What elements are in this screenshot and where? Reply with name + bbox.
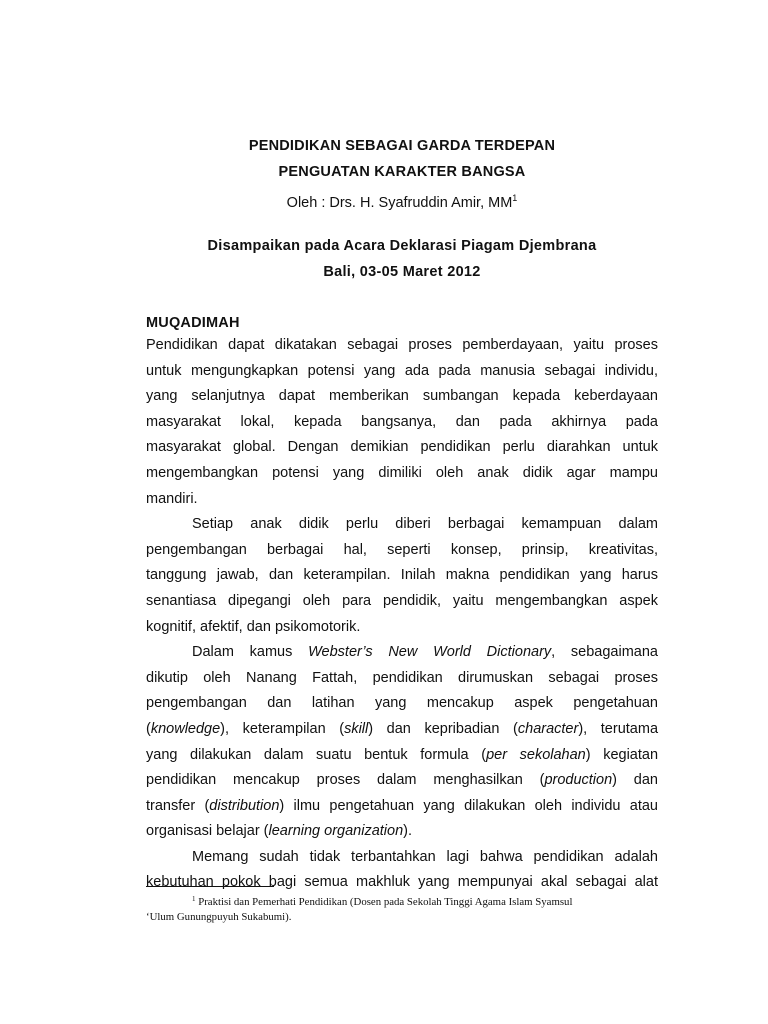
text-run: ) kegiatan bbox=[585, 746, 659, 763]
text-run: ) ilmu pengetahuan yang dilakukan oleh individu atau bbox=[279, 797, 658, 814]
italic-term: knowledge bbox=[150, 720, 221, 737]
title-line-1: PENDIDIKAN SEBAGAI GARDA TERDEPAN bbox=[248, 138, 556, 154]
paragraph-line: kognitif, afektif, dan psikomotorik. bbox=[146, 618, 361, 635]
body-text bbox=[146, 333, 658, 896]
paragraph-line bbox=[146, 743, 658, 769]
paragraph-line: mengembangkan potensi yang dimiliki oleh anak didik agar mampu bbox=[146, 464, 658, 481]
event-line-1: Disampaikan pada Acara Deklarasi Piagam Djembrana bbox=[207, 238, 597, 254]
paragraph-line: pengembangan berbagai hal, seperti konsep, prinsip, kreativitas, bbox=[146, 541, 658, 558]
paragraph-2 bbox=[146, 512, 658, 640]
author-line bbox=[146, 185, 658, 211]
paragraph-line: untuk mengungkapkan potensi yang ada pada manusia sebagai individu, bbox=[146, 362, 658, 379]
text-run: Dalam kamus bbox=[192, 644, 309, 661]
paragraph-line: tanggung jawab, dan keterampilan. Inilah makna pendidikan yang harus bbox=[146, 567, 658, 584]
paragraph-line: pengembangan dan latihan yang mencakup aspek pengetahuan bbox=[146, 695, 658, 712]
paragraph-line: dikutip oleh Nanang Fattah, pendidikan dirumuskan sebagai proses bbox=[146, 669, 658, 686]
italic-term: learning organization bbox=[268, 823, 404, 840]
footnote-separator bbox=[146, 886, 274, 887]
event-info bbox=[146, 233, 658, 285]
italic-term: character bbox=[517, 720, 579, 737]
text-run: yang dilakukan dalam suatu bentuk formula ( bbox=[146, 746, 487, 763]
paragraph-line: yang selanjutnya dapat memberikan sumbangan kepada keberdayaan bbox=[146, 388, 658, 405]
italic-term: production bbox=[544, 772, 613, 789]
text-run: , sebagaimana bbox=[551, 644, 658, 661]
paragraph-1 bbox=[146, 333, 658, 512]
document-header bbox=[146, 133, 658, 211]
footnote-mark: 1 bbox=[192, 895, 196, 903]
section-heading: MUQADIMAH bbox=[146, 315, 240, 331]
paragraph-3 bbox=[146, 640, 658, 845]
paragraph-line: masyarakat lokal, kepada bangsanya, dan pada akhirnya pada bbox=[146, 413, 658, 430]
paragraph-line: Memang sudah tidak terbantahkan lagi bahwa pendidikan adalah bbox=[192, 848, 658, 865]
text-run: ) dan bbox=[612, 772, 658, 789]
paragraph-line: Setiap anak didik perlu diberi berbagai kemampuan dalam bbox=[192, 516, 658, 533]
author-footnote-mark: 1 bbox=[512, 193, 518, 203]
paragraph-line: Pendidikan dapat dikatakan sebagai proses pemberdayaan, yaitu proses bbox=[146, 337, 658, 353]
text-run: transfer ( bbox=[146, 797, 210, 814]
paragraph-line: kebutuhan pokok bagi semua makhluk yang mempunyai akal sebagai alat bbox=[146, 874, 658, 891]
paragraph-line bbox=[146, 640, 658, 666]
italic-term: Webster’s New World Dictionary bbox=[308, 644, 552, 661]
footnote bbox=[146, 892, 658, 925]
footnote-line: ‘Ulum Gunungpuyuh Sukabumi). bbox=[146, 911, 292, 923]
italic-term: skill bbox=[344, 720, 369, 737]
text-run: pendidikan mencakup proses dalam menghasilkan ( bbox=[146, 772, 545, 789]
footnote-line bbox=[146, 892, 658, 910]
paragraph-line bbox=[146, 768, 658, 794]
italic-term: per sekolahan bbox=[486, 746, 586, 763]
footnote-text: Praktisi dan Pemerhati Pendidikan (Dosen pada Sekolah Tinggi Agama Islam Syamsul bbox=[195, 896, 573, 908]
text-run: ), terutama bbox=[578, 720, 659, 737]
text-run: ) dan kepribadian ( bbox=[368, 720, 518, 737]
paragraph-line bbox=[146, 819, 658, 845]
italic-term: distribution bbox=[209, 797, 280, 814]
title-line-2: PENGUATAN KARAKTER BANGSA bbox=[278, 164, 526, 180]
paragraph-line: mandiri. bbox=[146, 490, 198, 507]
text-run: ( bbox=[146, 720, 151, 737]
paragraph-line: masyarakat global. Dengan demikian pendidikan perlu diarahkan untuk bbox=[146, 439, 658, 456]
event-line-2: Bali, 03-05 Maret 2012 bbox=[323, 264, 481, 280]
author-name: Oleh : Drs. H. Syafruddin Amir, MM bbox=[286, 195, 513, 211]
text-run: organisasi belajar ( bbox=[146, 823, 269, 840]
paragraph-line: senantiasa dipegangi oleh para pendidik, yaitu mengembangkan aspek bbox=[146, 592, 658, 609]
paragraph-line bbox=[146, 717, 658, 743]
paragraph-line bbox=[146, 794, 658, 820]
text-run: ). bbox=[403, 823, 412, 840]
paragraph-4 bbox=[146, 845, 658, 896]
text-run: ), keterampilan ( bbox=[220, 720, 345, 737]
